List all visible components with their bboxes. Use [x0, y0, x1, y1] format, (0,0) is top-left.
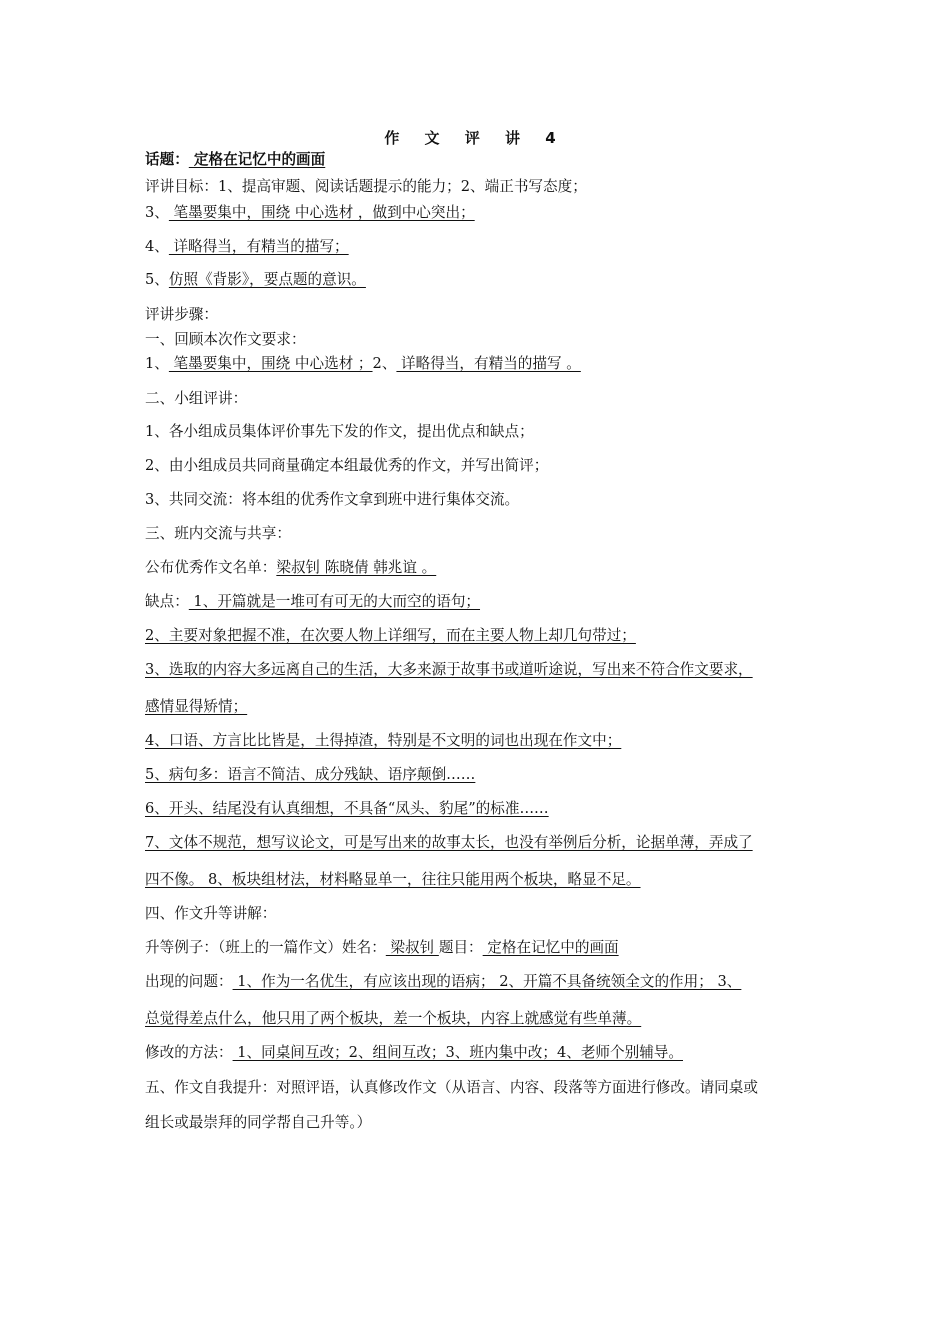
example-topic-label: 题目： [438, 939, 483, 956]
section-5-line-2: 组长或最崇拜的同学帮自己升等。） [145, 1114, 372, 1131]
problems-line-1 [145, 972, 840, 992]
req-2-prefix: 2、 [372, 355, 397, 372]
req-1-prefix: 1、 [145, 355, 169, 372]
req-1-text: 笔墨要集中，围绕 中心选材 ； [168, 355, 373, 372]
defect-item: 1、开篇就是一堆可有可无的大而空的语句； [188, 593, 481, 610]
goal-4-text: 详略得当，有精当的描写； [168, 238, 349, 255]
defects-line-1 [145, 592, 840, 612]
defects-label: 缺点： [145, 593, 189, 610]
document-title: 作 文 评 讲 4 [384, 129, 566, 147]
section-2-item-2: 2、由小组成员共同商量确定本组最优秀的作文，并写出简评； [145, 457, 549, 474]
topic-value: 定格在记忆中的画面 [188, 151, 326, 168]
goal-5-prefix: 5、 [145, 271, 169, 288]
goal-4 [145, 237, 840, 257]
topic-line [145, 150, 840, 170]
defect-item: 2、主要对象把握不准，在次要人物上详细写，而在主要人物上却几句带过； [145, 627, 636, 644]
excellent-list [145, 558, 840, 578]
defect-item: 7、文体不规范，想写议论文，可是写出来的故事太长，也没有举例后分析，论据单薄，弄成了 [145, 834, 753, 851]
goal-5 [145, 270, 840, 290]
section-2-item-1: 1、各小组成员集体评价事先下发的作文，提出优点和缺点； [145, 423, 534, 440]
req-2-text: 详略得当，有精当的描写 。 [396, 355, 581, 372]
excellent-names: 梁叔钊 陈晓倩 韩兆谊 。 [276, 559, 437, 576]
example-line [145, 938, 840, 958]
steps-heading: 评讲步骤： [145, 306, 218, 323]
defect-item: 6、开头、结尾没有认真细想，不具备“凤头、豹尾”的标准…… [145, 800, 549, 817]
defect-item: 5、病句多：语言不简洁、成分残缺、语序颠倒…… [145, 766, 476, 783]
section-1-heading: 一、回顾本次作文要求： [145, 331, 306, 348]
defect-item: 四不像。 8、板块组材法，材料略显单一，往往只能用两个板块，略显不足。 [145, 871, 641, 888]
section-1-requirements [145, 354, 840, 374]
problems-label: 出现的问题： [145, 973, 233, 990]
example-prefix: 升等例子：（班上的一篇作文）姓名： [145, 939, 386, 956]
problems-line-2: 总觉得差点什么，他只用了两个板块，差一个板块，内容上就感觉有些单薄。 [145, 1010, 642, 1027]
goals-line-1: 评讲目标：1、提高审题、阅读话题提示的能力；2、端正书写态度； [145, 178, 587, 195]
goal-3-prefix: 3、 [145, 204, 169, 221]
section-5-line-1: 五、作文自我提升：对照评语，认真修改作文（从语言、内容、段落等方面进行修改。请同桌或 [145, 1079, 758, 1096]
excellent-label: 公布优秀作文名单： [145, 559, 277, 576]
goal-3-text: 笔墨要集中，围绕 中心选材 ，做到中心突出； [168, 204, 475, 221]
example-topic: 定格在记忆中的画面 [482, 939, 619, 956]
section-3-heading: 三、班内交流与共享： [145, 525, 291, 542]
example-name: 梁叔钊 [385, 939, 439, 956]
section-2-item-3: 3、共同交流：将本组的优秀作文拿到班中进行集体交流。 [145, 491, 520, 508]
defect-item: 感情显得矫情； [145, 698, 248, 715]
goal-3 [145, 203, 840, 223]
section-4-heading: 四、作文升等讲解： [145, 905, 277, 922]
defect-item: 4、口语、方言比比皆是，土得掉渣，特别是不文明的词也出现在作文中； [145, 732, 622, 749]
problems-text: 1、作为一名优生，有应该出现的语病； 2、开篇不具备统领全文的作用； 3、 [232, 973, 742, 990]
section-2-heading: 二、小组评讲： [145, 390, 248, 407]
method-label: 修改的方法： [145, 1044, 233, 1061]
method-text: 1、同桌间互改；2、组间互改；3、班内集中改；4、老师个别辅导。 [232, 1044, 683, 1061]
defect-item: 3、选取的内容大多远离自己的生活，大多来源于故事书或道听途说，写出来不符合作文要求， [145, 661, 753, 678]
goal-4-prefix: 4、 [145, 238, 169, 255]
goal-5-text: 仿照《背影》，要点题的意识。 [168, 271, 366, 288]
topic-label: 话题： [145, 151, 189, 168]
method-line [145, 1043, 840, 1063]
